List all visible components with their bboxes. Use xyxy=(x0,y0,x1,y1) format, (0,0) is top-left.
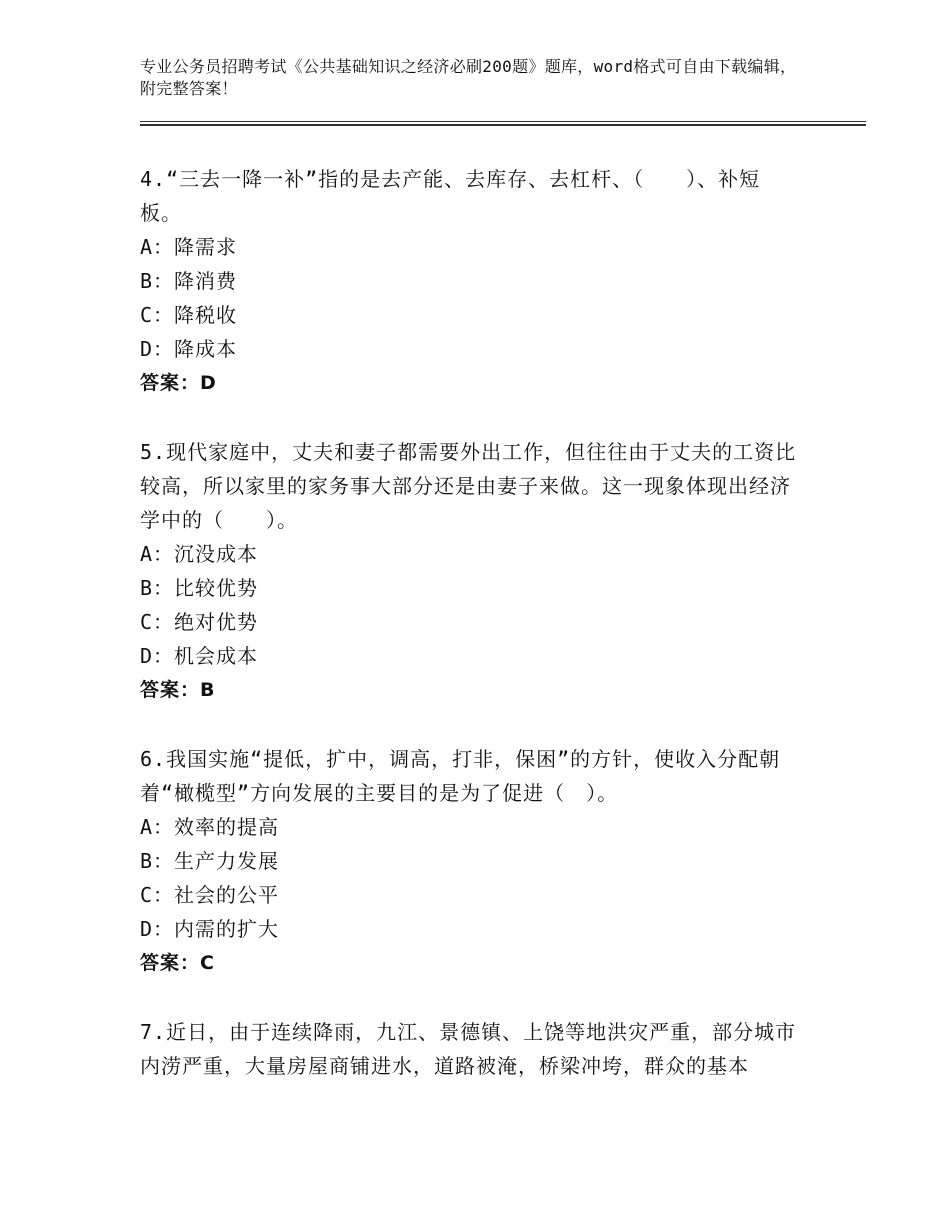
option-c: C：绝对优势 xyxy=(140,610,259,634)
option-b: B：降消费 xyxy=(140,269,238,293)
option-a: A：效率的提高 xyxy=(140,815,280,839)
option-a: A：降需求 xyxy=(140,235,238,259)
question-stem: 7.近日，由于连续降雨，九江、景德镇、上饶等地洪灾严重，部分城市内涝严重，大量房屋商铺进水，道路被淹，桥梁冲垮，群众的基本 xyxy=(140,1020,797,1078)
option-d: D：机会成本 xyxy=(140,644,259,668)
option-d: D：内需的扩大 xyxy=(140,917,280,941)
option-a: A：沉没成本 xyxy=(140,542,259,566)
question-5 xyxy=(140,435,800,707)
question-stem: 5.现代家庭中，丈夫和妻子都需要外出工作，但往往由于丈夫的工资比较高，所以家里的家务事大部分还是由妻子来做。这一现象体现出经济学中的（ ）。 xyxy=(140,440,797,532)
option-c: C：降税收 xyxy=(140,303,238,327)
option-c: C：社会的公平 xyxy=(140,883,280,907)
header-divider-thick xyxy=(140,124,866,126)
question-6 xyxy=(140,742,800,980)
question-7 xyxy=(140,1015,800,1083)
option-d: D：降成本 xyxy=(140,337,238,361)
question-stem: 4.“三去一降一补”指的是去产能、去库存、去杠杆、（ ）、补短板。 xyxy=(140,167,761,225)
answer: 答案：C xyxy=(140,952,215,974)
question-4 xyxy=(140,162,800,400)
question-stem: 6.我国实施“提低，扩中，调高，打非，保困”的方针，使收入分配朝着“橄榄型”方向发展的主要目的是为了促进（ ）。 xyxy=(140,747,781,805)
document-header: 专业公务员招聘考试《公共基础知识之经济必刷200题》题库，word格式可自由下载编辑，附完整答案！ xyxy=(140,57,797,98)
option-b: B：比较优势 xyxy=(140,576,259,600)
answer: 答案：D xyxy=(140,372,217,394)
answer: 答案：B xyxy=(140,679,216,701)
option-b: B：生产力发展 xyxy=(140,849,280,873)
header-divider-thin xyxy=(140,121,866,122)
